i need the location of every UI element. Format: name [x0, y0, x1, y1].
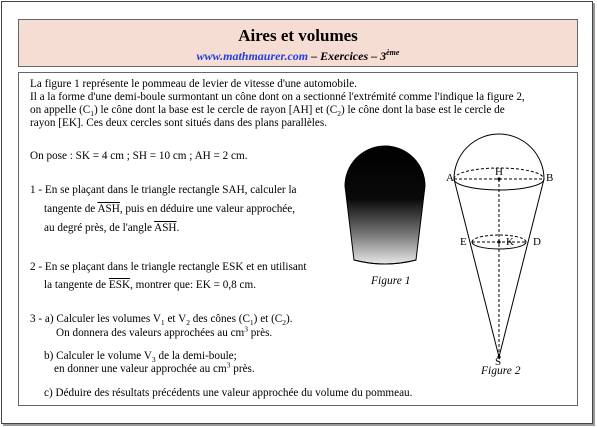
section-label: Exercices — [320, 49, 369, 63]
intro-line-4: rayon [EK]. Ces deux cercles sont situés dans des plans parallèles. — [30, 117, 328, 129]
given-values: On pose : SK = 4 cm ; SH = 10 cm ; AH = 2 cm. — [30, 150, 248, 162]
q3c-line: c) Déduire des résultats précédents une valeur approchée du volume du pommeau. — [44, 387, 413, 399]
point-h: H — [495, 166, 503, 178]
point-e: E — [460, 236, 467, 248]
point-b: B — [546, 172, 554, 184]
angle-ash: $\overline{ASH}$ — [97, 203, 120, 215]
grade-label: – 3 — [368, 49, 387, 63]
intro-line-3: on appelle $(C_1)$ le cône dont la base est le cercle de rayon [AH] et $(C_2)$ le cône dont la base est le cercle de — [30, 104, 505, 119]
intro-line-1: La figure 1 représente le pommeau de levier de vitesse d'une automobile. — [30, 78, 357, 90]
header-box — [18, 19, 578, 67]
q1-line-1: 1 - En se plaçant dans le triangle rectangle SAH, calculer la — [30, 184, 297, 196]
grade-sup: ème — [386, 48, 400, 57]
intro-line-2: Il a la forme d'une demi-boule surmontant un cône dont on a sectionné l'extrémité comme l'indique la figure 2, — [30, 91, 525, 103]
point-k: K — [506, 236, 514, 248]
q1-line-3: au degré près, de l'angle $\overline{ASH}$. — [44, 222, 180, 234]
q2-line-2: la tangente de $\overline{ESK}$, montrer que: EK = 0,8 cm. — [44, 279, 256, 291]
q1-line-2: tangente de $\overline{ASH}$, puis en déduire une valeur approchée, — [44, 203, 296, 215]
figure-2-label: Figure 2 — [481, 365, 521, 377]
q3b-line-2: en donner une valeur approchée au $cm^3$ près. — [54, 360, 255, 375]
angle-esk: $\overline{ESK}$ — [108, 279, 131, 291]
figure-1-knob — [330, 140, 440, 275]
point-a: A — [446, 172, 454, 184]
q2-line-1: 2 - En se plaçant dans le triangle rectangle ESK et en utilisant — [30, 261, 307, 273]
q3a-line-1: 3 - a) Calculer les volumes $V_1$ et $V_2$ des cônes $(C_1)$ et $(C_2)$. — [30, 313, 293, 328]
point-s: S — [495, 356, 502, 368]
q3a-line-2: On donnera des valeurs approchées au $cm^3$ près. — [56, 324, 273, 339]
q3b-line-1: b) Calculer le volume $V_3$ de la demi-boule; — [44, 350, 237, 365]
angle-ash-2: $\overline{ASH}$ — [154, 222, 177, 234]
figure-1-label: Figure 1 — [371, 275, 411, 287]
page-title: Aires et volumes — [238, 26, 358, 45]
subtitle — [19, 48, 577, 64]
dash: – — [308, 49, 321, 63]
site-link[interactable]: www.mathmaurer.com — [196, 49, 309, 63]
point-d: D — [533, 236, 541, 248]
